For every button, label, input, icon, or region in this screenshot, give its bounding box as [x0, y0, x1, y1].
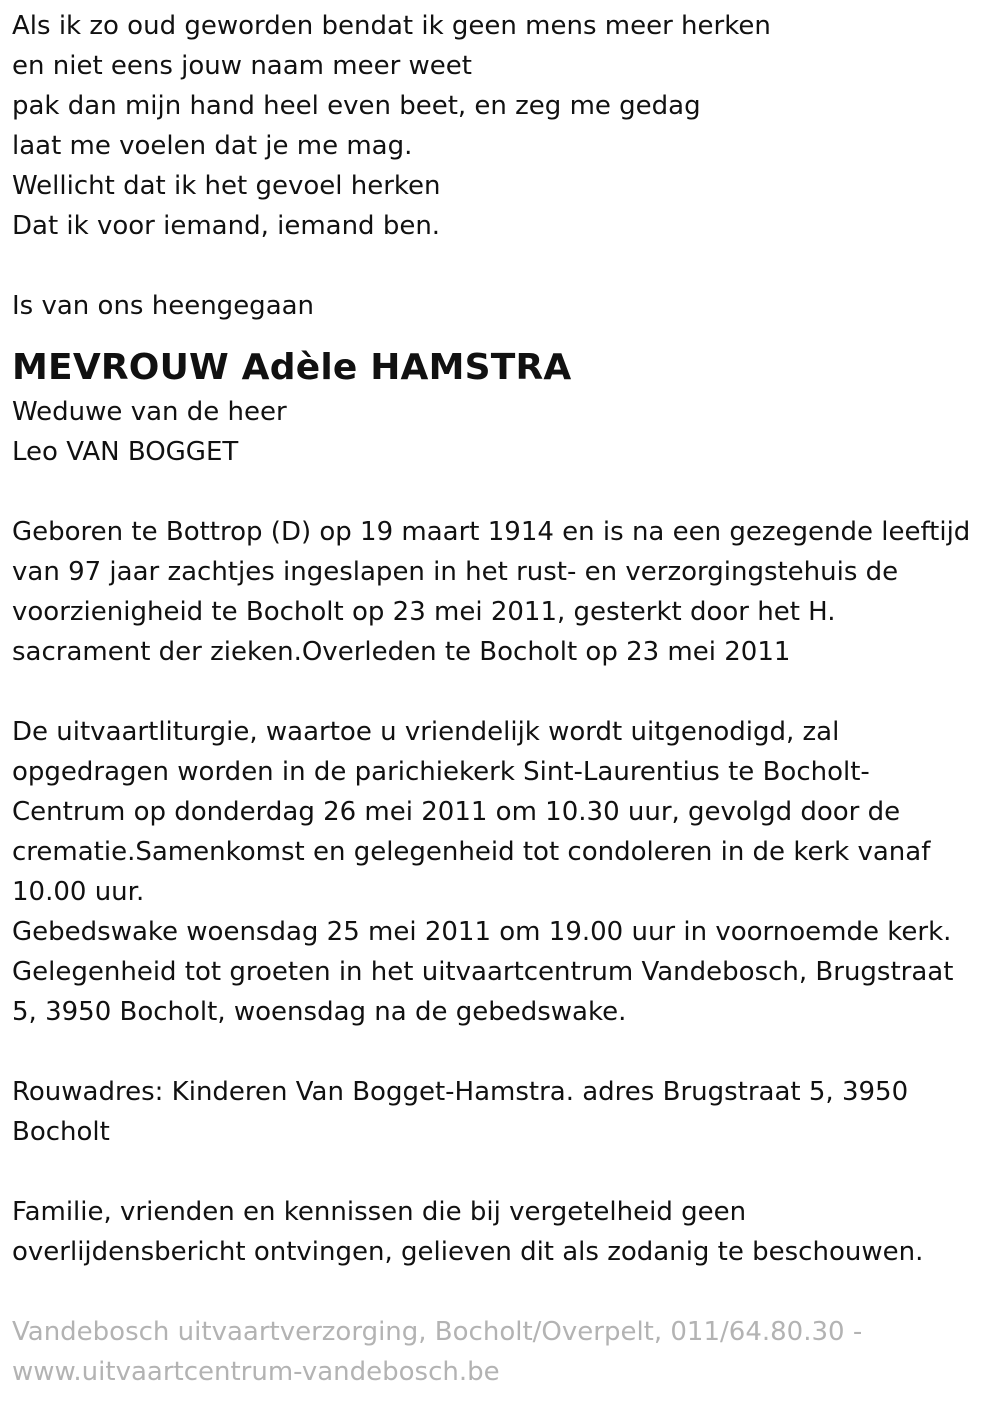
deceased-name: MEVROUW Adèle HAMSTRA — [12, 347, 572, 388]
footer-link[interactable]: www.uitvaartcentrum-vandebosch.be — [12, 1357, 500, 1387]
poem-line: en niet eens jouw naam meer weet — [12, 51, 472, 81]
paragraph-line: Centrum op donderdag 26 mei 2011 om 10.30 uur, gevolgd door de — [12, 797, 901, 827]
spouse-line: Weduwe van de heer — [12, 397, 287, 427]
birth-death-paragraph — [12, 512, 988, 672]
paragraph-line: Geboren te Bottrop (D) op 19 maart 1914 en is na een gezegende leeftijd — [12, 517, 971, 547]
footer — [12, 1312, 988, 1392]
paragraph-line: sacrament der zieken.Overleden te Bocholt op 23 mei 2011 — [12, 637, 791, 667]
paragraph-line: crematie.Samenkomst en gelegenheid tot condoleren in de kerk vanaf — [12, 837, 931, 867]
closing-paragraph — [12, 1192, 988, 1272]
spouse-info — [12, 392, 988, 472]
paragraph-line: De uitvaartliturgie, waartoe u vriendelijk wordt uitgenodigd, zal — [12, 717, 840, 747]
paragraph-line: overlijdensbericht ontvingen, gelieven dit als zodanig te beschouwen. — [12, 1237, 924, 1267]
poem — [12, 6, 988, 246]
paragraph-line: Bocholt — [12, 1117, 110, 1147]
spouse-line: Leo VAN BOGGET — [12, 437, 239, 467]
paragraph-line: voorzienigheid te Bocholt op 23 mei 2011, gesterkt door het H. — [12, 597, 836, 627]
paragraph-line: Familie, vrienden en kennissen die bij vergetelheid geen — [12, 1197, 747, 1227]
poem-line: pak dan mijn hand heel even beet, en zeg me gedag — [12, 91, 701, 121]
paragraph-line: Gebedswake woensdag 25 mei 2011 om 19.00 uur in voornoemde kerk. — [12, 917, 952, 947]
poem-line: laat me voelen dat je me mag. — [12, 131, 413, 161]
poem-line: Dat ik voor iemand, iemand ben. — [12, 211, 441, 241]
paragraph-line: 10.00 uur. — [12, 877, 145, 907]
paragraph-line: 5, 3950 Bocholt, woensdag na de gebedswake. — [12, 997, 627, 1027]
intro-text: Is van ons heengegaan — [12, 291, 315, 321]
poem-line: Als ik zo oud geworden bendat ik geen mens meer herken — [12, 11, 771, 41]
address-paragraph — [12, 1072, 988, 1152]
funeral-paragraph — [12, 712, 988, 1032]
paragraph-line: Rouwadres: Kinderen Van Bogget-Hamstra. adres Brugstraat 5, 3950 — [12, 1077, 909, 1107]
paragraph-line: Gelegenheid tot groeten in het uitvaartcentrum Vandebosch, Brugstraat — [12, 957, 954, 987]
paragraph-line: van 97 jaar zachtjes ingeslapen in het rust- en verzorgingstehuis de — [12, 557, 899, 587]
poem-line: Wellicht dat ik het gevoel herken — [12, 171, 441, 201]
paragraph-line: opgedragen worden in de parichiekerk Sint-Laurentius te Bocholt- — [12, 757, 870, 787]
footer-line: Vandebosch uitvaartverzorging, Bocholt/Overpelt, 011/64.80.30 - — [12, 1317, 863, 1347]
